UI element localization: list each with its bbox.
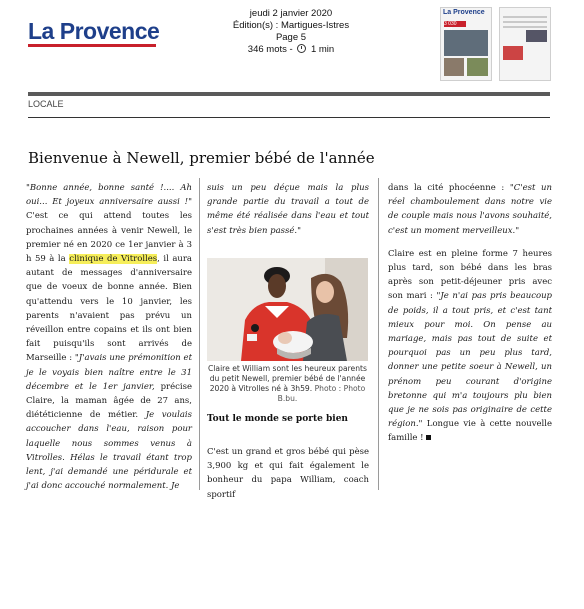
dot-separator: - <box>289 44 293 55</box>
column-divider <box>199 178 200 490</box>
thumbnail-photo <box>444 30 488 56</box>
article-length <box>232 44 350 56</box>
article-page-thumbnail[interactable] <box>499 7 551 81</box>
article-column-1 <box>26 181 192 493</box>
article-meta <box>232 8 350 56</box>
caption-text: Claire et William sont les heureux parents du petit Newell, premier bébé de l'année 2020 à Vitrolles né à 3h59. <box>208 364 367 393</box>
brand-underline <box>28 44 156 47</box>
clock-icon <box>297 44 306 53</box>
article-column-2-continued <box>207 445 369 502</box>
thumbnail-photo <box>467 58 488 76</box>
section-rule <box>28 92 550 96</box>
photo-caption <box>207 364 368 404</box>
article-photo <box>207 258 368 361</box>
article-edition: Édition(s) : Martigues-Istres <box>232 20 350 31</box>
read-time: 1 min <box>310 44 335 55</box>
paragraph: suis un peu déçue mais la plus grande partie du travail a tout de même été réalisée dans l'eau et tout s'est très bien passé." <box>207 183 369 236</box>
article-date: jeudi 2 janvier 2020 <box>249 8 333 19</box>
thumbnail-photo <box>444 58 464 76</box>
article-column-3 <box>388 181 552 446</box>
thumbnail-text-lines <box>503 16 547 31</box>
thumbnail-logo: La Provence <box>443 9 485 16</box>
column-divider <box>378 178 379 490</box>
article-subheading: Tout le monde se porte bien <box>207 414 348 424</box>
thumbnail-photo <box>503 46 523 60</box>
section-label: LOCALE <box>28 99 64 109</box>
photo-illustration <box>207 258 368 361</box>
highlighted-term: clinique de Vitrolles <box>69 254 158 265</box>
thumbnail-badge: 3 030 <box>444 21 466 27</box>
paragraph: Claire est en pleine forme 7 heures plus tard, son bébé dans les bras après son petit-déjeuner pris avec son mari : "Je n'ai pas pris beaucoup de poids, il a tout pris, et c'est tant mieux pour moi. On pense au mariage, mais pas tout de suite et pourquoi pas un peu plus tard, donner une petite soeur à Newell, un prénom peu courant d'origine bretonne qui m'a toujours plu bien que je ne sois pas originaire de cette région." Longue vie à cette nouvelle famille ! <box>388 248 552 444</box>
section-divider <box>28 117 550 118</box>
brand-logo: La Provence <box>28 18 160 44</box>
front-page-thumbnail[interactable] <box>440 7 492 81</box>
thumbnail-photo <box>526 30 547 42</box>
article-page: Page 5 <box>275 32 307 43</box>
article-column-2 <box>207 181 369 238</box>
paragraph: "Bonne année, bonne santé !.... Ah oui... Et joyeux anniversaire aussi !" C'est ce qui attend toutes les prochaines années à venir Newell, le premier né en 2020 ce 1er janvier à 3 h 59 à la clinique de Vitrolles, il aura autant de messages d'anniversaire que de voeux de bonne année. Bien qu'attendu vers le 10 janvier, les parents n'avaient pas prévu un réveillon entre copains et ils ont bien fait puisqu'ils sont arrivés de Marseille : "J'avais une prémonition et je le voyais bien naître entre le 31 décembre et le 1er janvier, précise Claire, la maman âgée de 27 ans, diététicienne de métier. Je voulais accoucher dans l'eau, raison pour laquelle nous sommes venus à Vitrolles. Hélas le travail étant trop lent, j'ai demandé une péridurale et j'ai donc accouché normalement. Je <box>26 183 193 492</box>
paragraph: dans la cité phocéenne : "C'est un réel chamboulement dans notre vie de couple mais nous l'avons souhaité, c'est un moment merveilleux." <box>388 183 552 236</box>
end-of-article-mark <box>426 435 431 440</box>
word-count: 346 mots <box>247 44 287 55</box>
paragraph: C'est un grand et gros bébé qui pèse 3,900 kg et qui fait également le bonheur du papa William, coach sportif <box>207 447 369 500</box>
photo-credit: Photo : Photo B.bu. <box>277 384 366 403</box>
article-headline: Bienvenue à Newell, premier bébé de l'année <box>28 149 375 167</box>
